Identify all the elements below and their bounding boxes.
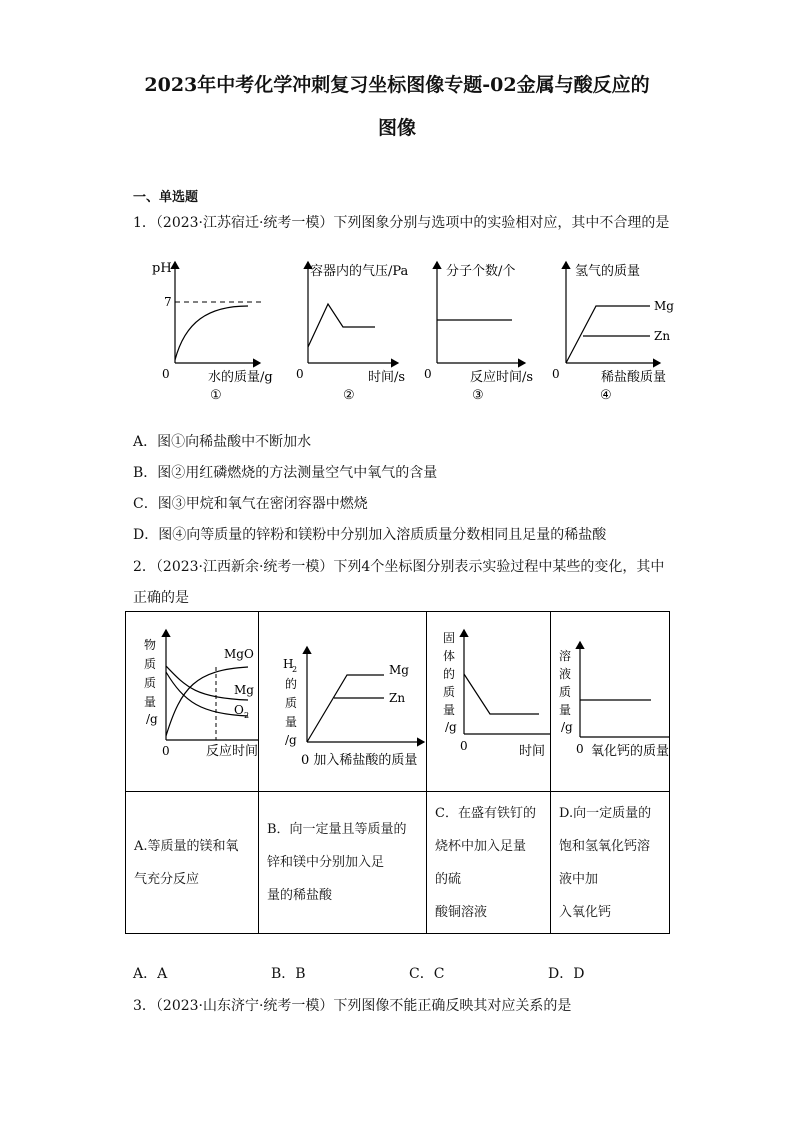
q2a-xlabel: 反应时间 — [206, 744, 259, 759]
q1g4-mg-line — [566, 306, 650, 363]
q1g1-origin: 0 — [162, 367, 170, 381]
svg-text:物: 物 — [144, 638, 157, 652]
q1-graph-1 — [152, 261, 273, 403]
q2-caption-c: C．在盛有铁钉的 烧杯中加入足量 的硫 酸铜溶液 — [427, 792, 551, 934]
q2b-zn-label: Zn — [389, 691, 406, 705]
q2-graph-a — [126, 612, 259, 792]
svg-text:0: 0 — [162, 744, 170, 758]
q2b-mg-label: Mg — [389, 663, 409, 677]
svg-text:2: 2 — [292, 665, 298, 674]
q2b-mg-line — [307, 675, 384, 742]
svg-text:量: 量 — [144, 695, 157, 709]
svg-text:H: H — [283, 657, 294, 671]
svg-text:液: 液 — [559, 667, 572, 681]
q1g3-xlabel: 反应时间/s — [470, 370, 534, 385]
q1g2-ylabel: 容器内的气压/Pa — [310, 264, 409, 279]
q3-stem: 3．（2023·山东济宁·统考一模）下列图像不能正确反映其对应关系的是 — [133, 998, 572, 1014]
q2a-mgo-curve — [166, 667, 248, 736]
q1g2-origin: 0 — [296, 367, 304, 381]
q2-graph-b — [259, 612, 427, 792]
svg-text:0: 0 — [576, 742, 584, 756]
section-heading: 一、单选题 — [133, 190, 199, 205]
svg-text:量: 量 — [559, 703, 572, 717]
svg-text:/g: /g — [561, 720, 573, 734]
q2-answer-d[interactable]: D．D — [548, 966, 585, 982]
q1g2-curve — [308, 304, 375, 347]
q1g1-tick-7: 7 — [164, 295, 172, 309]
q1g2-num: ② — [343, 388, 355, 403]
q2-caption-d: D.向一定质量的 饱和氢氧化钙溶 液中加 入氧化钙 — [551, 792, 670, 934]
q1-graph-2 — [296, 262, 409, 403]
svg-text:质: 质 — [144, 676, 157, 690]
q1g4-num: ④ — [600, 388, 612, 403]
svg-text:溶: 溶 — [559, 649, 572, 663]
q1g1-num: ① — [210, 388, 222, 403]
q1g1-xlabel: 水的质量/g — [208, 370, 273, 385]
q2c-line — [464, 674, 539, 714]
svg-text:固: 固 — [443, 631, 456, 645]
svg-text:的: 的 — [285, 677, 298, 691]
doc-title-line2: 图像 — [377, 117, 416, 139]
q1g3-num: ③ — [472, 388, 484, 403]
svg-text:0: 0 — [460, 739, 468, 753]
q1g4-zn-label: Zn — [654, 329, 671, 343]
q2d-xlabel: 氧化钙的质量 — [591, 744, 670, 759]
svg-text:体: 体 — [443, 649, 456, 663]
q2a-mgo-label: MgO — [224, 647, 254, 661]
svg-text:量: 量 — [285, 715, 298, 729]
q2-caption-a: A.等质量的镁和氧 气充分反应 — [126, 792, 259, 934]
q1-stem: 1．（2023·江苏宿迁·统考一模）下列图象分别与选项中的实验相对应，其中不合理的是 — [133, 215, 670, 231]
q2-table — [125, 611, 670, 934]
q2-answer-a[interactable]: A．A — [133, 966, 168, 982]
q1g1-curve — [175, 306, 248, 360]
q1-graph-3 — [424, 262, 533, 403]
svg-text:质: 质 — [144, 657, 157, 671]
q1-option-a[interactable]: A．图①向稀盐酸中不断加水 — [133, 434, 312, 450]
q1g3-ylabel: 分子个数/个 — [446, 264, 516, 279]
q2-graph-c — [427, 612, 551, 792]
svg-text:/g: /g — [445, 720, 457, 734]
svg-text:质: 质 — [559, 685, 572, 699]
q2-answer-c[interactable]: C．C — [409, 966, 445, 982]
q1g2-xlabel: 时间/s — [368, 370, 406, 385]
q1-option-d[interactable]: D．图④向等质量的锌粉和镁粉中分别加入溶质质量分数相同且足量的稀盐酸 — [133, 527, 607, 543]
svg-text:量: 量 — [443, 703, 456, 717]
q2-stem-line1: 2．（2023·江西新余·统考一模）下列4个坐标图分别表示实验过程中某些的变化，其中 — [133, 559, 665, 575]
q2-graph-d — [551, 612, 670, 792]
q1-option-b[interactable]: B．图②用红磷燃烧的方法测量空气中氧气的含量 — [133, 465, 438, 481]
q1g4-origin: 0 — [552, 367, 560, 381]
svg-text:质: 质 — [443, 685, 456, 699]
q2-stem-line2: 正确的是 — [133, 590, 189, 606]
doc-title-line1: 2023年中考化学冲刺复习坐标图像专题-02金属与酸反应的 — [144, 74, 650, 96]
q2a-o2-label: O — [234, 703, 244, 717]
q1g4-mg-label: Mg — [654, 299, 674, 313]
svg-text:/g: /g — [285, 733, 297, 747]
q2b-xlabel: 0 加入稀盐酸的质量 — [301, 753, 418, 768]
q1-figures — [150, 250, 690, 410]
q2c-xlabel: 时间 — [519, 744, 546, 759]
q2a-mg-label: Mg — [234, 683, 254, 697]
svg-text:2: 2 — [244, 711, 250, 720]
q2-caption-b: B．向一定量且等质量的 锌和镁中分别加入足 量的稀盐酸 — [259, 792, 427, 934]
q1-option-c[interactable]: C．图③甲烷和氧气在密闭容器中燃烧 — [133, 496, 368, 512]
q1g3-origin: 0 — [424, 367, 432, 381]
q1g1-ylabel: pH — [152, 261, 172, 276]
q1-graph-4 — [552, 262, 674, 403]
svg-text:/g: /g — [146, 712, 158, 726]
svg-text:的: 的 — [443, 667, 456, 681]
q2-answer-b[interactable]: B．B — [271, 966, 306, 982]
q1g4-ylabel: 氢气的质量 — [575, 264, 641, 279]
svg-text:质: 质 — [285, 696, 298, 710]
q1g4-xlabel: 稀盐酸质量 — [601, 370, 667, 385]
